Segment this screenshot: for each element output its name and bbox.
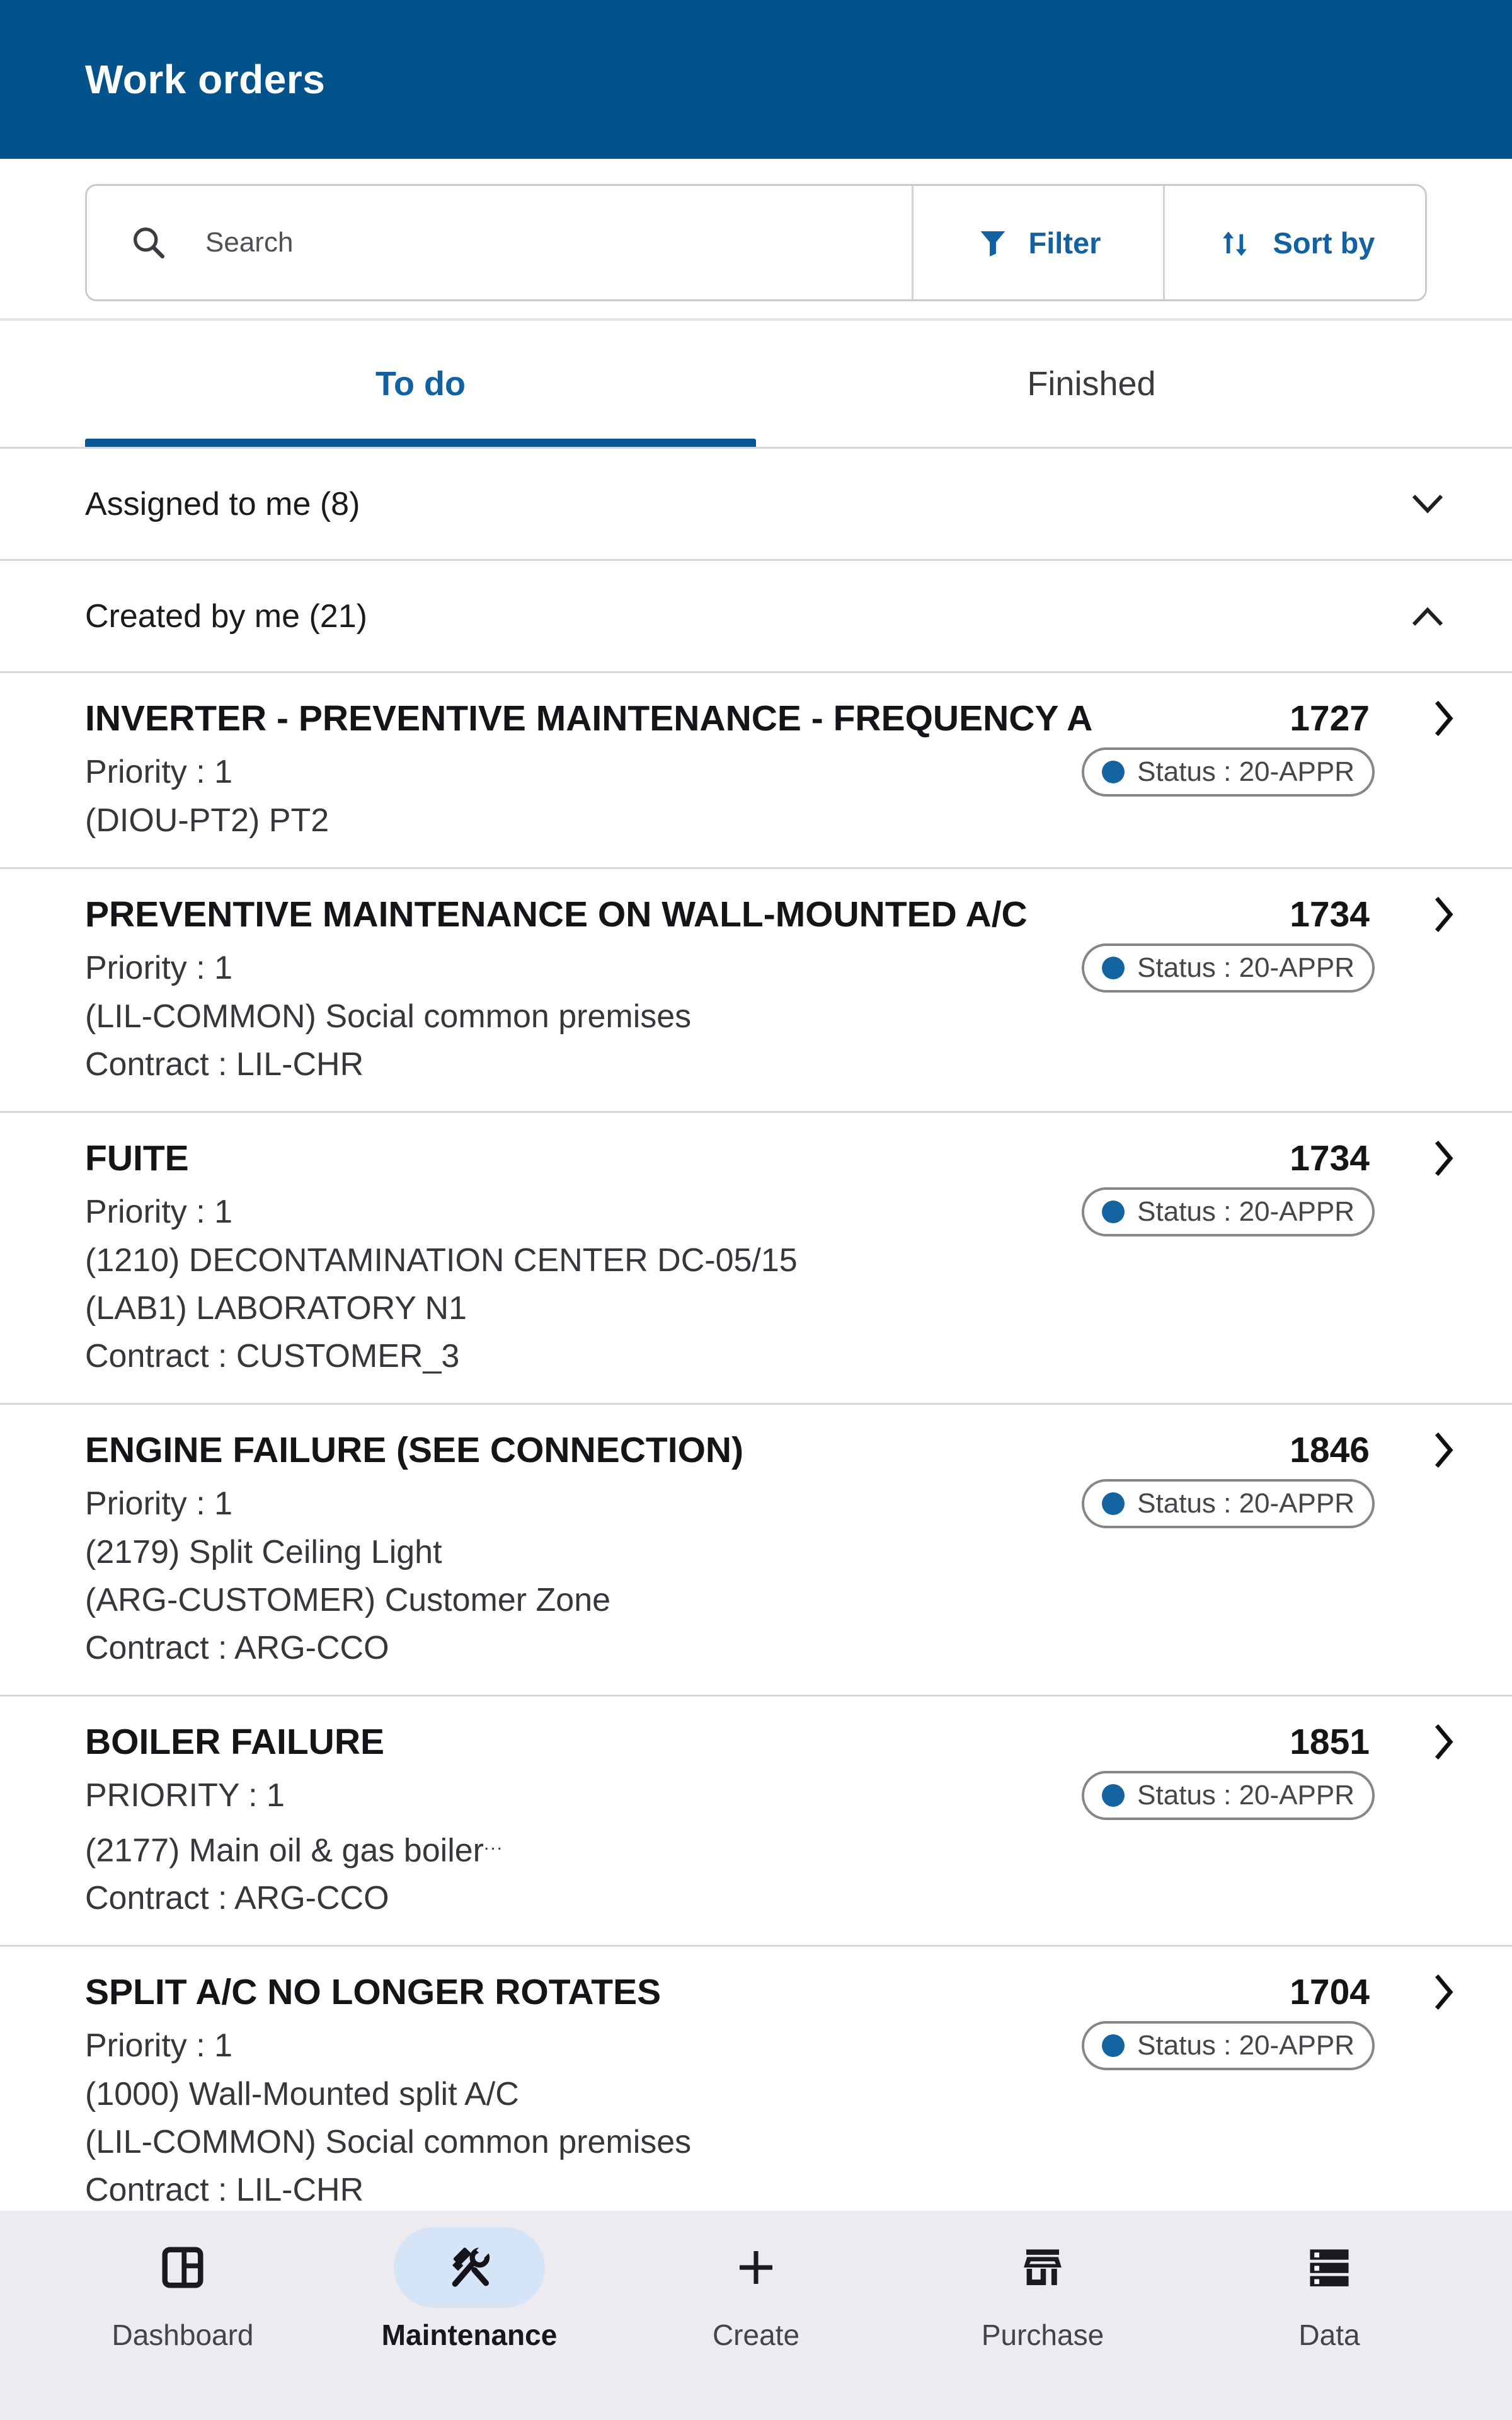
status-badge xyxy=(1082,1771,1375,1820)
search-bar xyxy=(85,184,1427,301)
status-dot-icon xyxy=(1102,1492,1125,1515)
section-assigned-to-me[interactable] xyxy=(0,449,1512,561)
status-label: Status : 20-APPR xyxy=(1137,1780,1354,1811)
nav-purchase-label: Purchase xyxy=(981,2319,1104,2351)
tab-finished-label: Finished xyxy=(1027,365,1156,403)
tab-finished[interactable] xyxy=(756,321,1427,447)
section-created-by-me[interactable] xyxy=(0,561,1512,673)
work-order-number: 1727 xyxy=(1290,698,1370,739)
search-input[interactable] xyxy=(204,226,886,259)
work-order-number: 1851 xyxy=(1290,1722,1370,1762)
status-dot-icon xyxy=(1102,761,1125,783)
work-order-row[interactable] xyxy=(0,869,1512,1113)
work-order-number: 1846 xyxy=(1290,1430,1370,1470)
status-dot-icon xyxy=(1102,2034,1125,2057)
work-order-location: (LAB1) LABORATORY N1 xyxy=(85,1290,467,1327)
status-label: Status : 20-APPR xyxy=(1137,1488,1354,1519)
work-order-location: (LIL-COMMON) Social common premises xyxy=(85,2124,692,2161)
work-order-title: INVERTER - PREVENTIVE MAINTENANCE - FREQUENCY A xyxy=(85,698,1093,739)
work-order-priority: Priority : 1 xyxy=(85,1485,233,1522)
work-order-row[interactable] xyxy=(0,1405,1512,1697)
status-dot-icon xyxy=(1102,1784,1125,1807)
nav-maintenance-label: Maintenance xyxy=(381,2319,558,2351)
tab-todo[interactable] xyxy=(85,321,756,447)
status-badge xyxy=(1082,2021,1375,2070)
data-stack-icon xyxy=(1305,2243,1354,2292)
chevron-right-icon xyxy=(1430,1966,1457,2019)
chevron-up-icon xyxy=(1408,602,1447,630)
work-order-title: BOILER FAILURE xyxy=(85,1722,385,1762)
sort-label: Sort by xyxy=(1273,226,1375,260)
active-nav-pill xyxy=(394,2227,545,2308)
work-order-priority: PRIORITY : 1 xyxy=(85,1777,285,1814)
nav-data[interactable] xyxy=(1216,2211,1443,2420)
nav-create-label: Create xyxy=(712,2319,800,2351)
maintenance-tools-icon xyxy=(444,2242,495,2293)
work-order-row[interactable] xyxy=(0,673,1512,869)
work-order-contract: Contract : LIL-CHR xyxy=(85,1046,364,1083)
search-icon xyxy=(129,222,169,263)
work-order-title: ENGINE FAILURE (SEE CONNECTION) xyxy=(85,1430,744,1470)
work-order-number: 1734 xyxy=(1290,894,1370,935)
work-order-priority: Priority : 1 xyxy=(85,2027,233,2065)
chevron-right-icon xyxy=(1430,692,1457,745)
toolbar xyxy=(0,159,1512,321)
chevron-down-icon xyxy=(1408,490,1447,518)
status-label: Status : 20-APPR xyxy=(1137,2030,1354,2061)
work-order-number: 1704 xyxy=(1290,1972,1370,2013)
work-order-number: 1734 xyxy=(1290,1138,1370,1178)
status-dot-icon xyxy=(1102,957,1125,979)
work-order-row[interactable] xyxy=(0,1947,1512,2237)
filter-button[interactable] xyxy=(912,186,1163,299)
nav-maintenance[interactable] xyxy=(356,2211,583,2420)
work-order-title: PREVENTIVE MAINTENANCE ON WALL-MOUNTED A/C xyxy=(85,894,1028,935)
work-order-row[interactable] xyxy=(0,1113,1512,1405)
work-order-location: (1000) Wall-Mounted split A/C xyxy=(85,2076,519,2113)
tab-todo-label: To do xyxy=(375,365,466,403)
nav-dashboard[interactable] xyxy=(69,2211,296,2420)
nav-create[interactable] xyxy=(643,2211,869,2420)
status-badge xyxy=(1082,1479,1375,1528)
dashboard-icon xyxy=(158,2243,207,2292)
storefront-icon xyxy=(1018,2243,1067,2292)
chevron-right-icon xyxy=(1430,1424,1457,1477)
work-order-contract: Contract : ARG-CCO xyxy=(85,1880,389,1917)
status-dot-icon xyxy=(1102,1201,1125,1223)
app-header xyxy=(0,0,1512,159)
work-order-location: (2179) Split Ceiling Light xyxy=(85,1534,442,1570)
status-badge xyxy=(1082,1187,1375,1236)
nav-dashboard-label: Dashboard xyxy=(112,2319,254,2351)
work-order-location: (ARG-CUSTOMER) Customer Zone xyxy=(85,1582,611,1618)
status-label: Status : 20-APPR xyxy=(1137,756,1354,787)
work-order-contract: Contract : CUSTOMER_3 xyxy=(85,1338,460,1374)
status-badge xyxy=(1082,943,1375,993)
plus-icon xyxy=(731,2243,781,2292)
sort-icon xyxy=(1215,223,1254,262)
work-order-list xyxy=(0,673,1512,2237)
filter-label: Filter xyxy=(1028,226,1101,260)
tab-bar xyxy=(85,321,1427,447)
work-order-location: (1210) DECONTAMINATION CENTER DC-05/15 xyxy=(85,1242,798,1279)
section-created-label: Created by me (21) xyxy=(85,597,367,635)
bottom-navigation xyxy=(0,2211,1512,2420)
work-order-priority: Priority : 1 xyxy=(85,1194,233,1230)
work-order-location: (LIL-COMMON) Social common premises xyxy=(85,998,692,1035)
filter-icon xyxy=(976,226,1010,260)
work-order-contract: Contract : ARG-CCO xyxy=(85,1630,389,1666)
chevron-right-icon xyxy=(1430,1715,1457,1768)
section-assigned-label: Assigned to me (8) xyxy=(85,485,360,522)
chevron-right-icon xyxy=(1430,1132,1457,1185)
nav-purchase[interactable] xyxy=(929,2211,1156,2420)
status-badge xyxy=(1082,747,1375,797)
work-order-location: (2177) Main oil & gas boiler... xyxy=(85,1832,504,1869)
chevron-right-icon xyxy=(1430,888,1457,941)
work-order-location: (DIOU-PT2) PT2 xyxy=(85,802,329,839)
search-field-area[interactable] xyxy=(87,186,912,299)
work-order-row[interactable] xyxy=(0,1697,1512,1947)
nav-data-label: Data xyxy=(1298,2319,1360,2351)
sort-button[interactable] xyxy=(1163,186,1425,299)
work-order-priority: Priority : 1 xyxy=(85,950,233,986)
work-order-title: SPLIT A/C NO LONGER ROTATES xyxy=(85,1972,662,2013)
page-title: Work orders xyxy=(85,57,326,102)
work-order-priority: Priority : 1 xyxy=(85,754,233,790)
truncation-ellipsis: ... xyxy=(484,1833,504,1854)
work-order-contract: Contract : LIL-CHR xyxy=(85,2172,364,2209)
status-label: Status : 20-APPR xyxy=(1137,952,1354,983)
work-order-title: FUITE xyxy=(85,1138,189,1178)
status-label: Status : 20-APPR xyxy=(1137,1196,1354,1227)
